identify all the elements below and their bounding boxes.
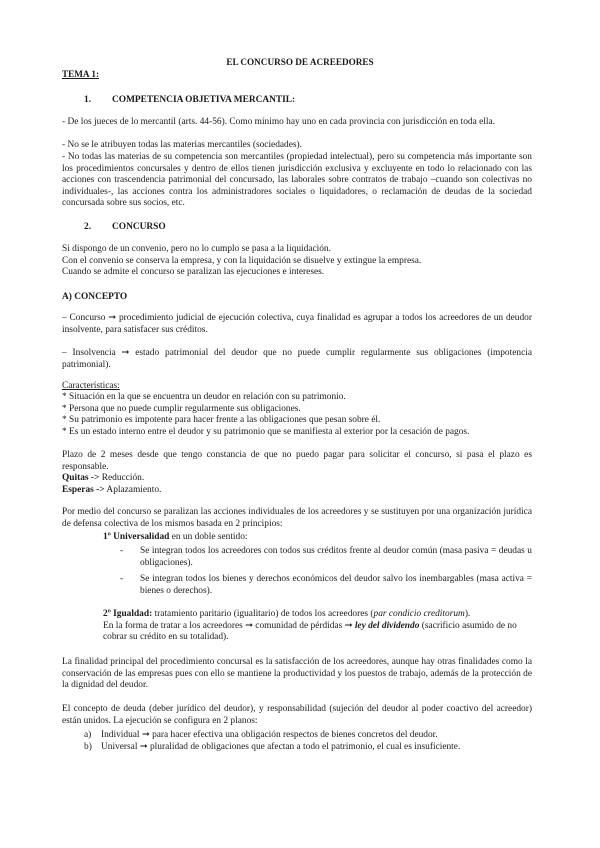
document-title: EL CONCURSO DE ACREEDORES — [226, 57, 374, 67]
esperas-text: Aplazamiento. — [104, 485, 162, 495]
universalidad-line — [103, 532, 532, 544]
insolvencia-definition: – Insolvencia ➞ estado patrimonial del deudor que no puede cumplir regularmente sus obligaciones (impotencia patrimonial). — [62, 348, 532, 370]
section-2-number: 2. — [84, 222, 92, 232]
medio-paragraph: Por medio del concurso se paralizan las acciones individuales de los acreedores y se sustituyen por una organización jurídica de defensa colectiva de los mismos basada en 2 principios: — [62, 507, 532, 529]
section-2-line-3: Cuando se admite el concurso se paralizan las ejecuciones e intereses. — [62, 267, 325, 277]
quitas-label: Quitas -> — [62, 473, 100, 483]
tema-label: TEMA 1: — [62, 69, 100, 79]
quitas-line — [62, 473, 532, 485]
section-1-number: 1. — [84, 95, 92, 105]
plano-text: Individual ➞ para hacer efectiva una obligación respectos de bienes concretos del deudor. — [101, 730, 438, 740]
section-2-title: CONCURSO — [112, 222, 166, 232]
section-2-line-1: Si dispongo de un convenio, pero no lo cumplo se pasa a la liquidación. — [62, 244, 331, 254]
section-2-line-2: Con el convenio se conserva la empresa, y con la liquidación se disuelve y extingue la empresa. — [62, 256, 422, 266]
quitas-text: Reducción. — [99, 473, 145, 483]
section-2-heading — [62, 222, 532, 234]
universalidad-item-text: Se integran todos los acreedores con todos sus créditos frente al deudor común (masa pasiva = deudas u obligaciones). — [140, 546, 532, 568]
section-1-heading — [62, 95, 532, 107]
caracteristica-item: * Situación en la que se encuentra un deudor en relación con su patrimonio. — [62, 392, 346, 402]
concurso-definition: – Concurso ➞ procedimiento judicial de ejecución colectiva, cuya finalidad es agrupar a todos los acreedores de un deudor insolvente, para satisfacer sus créditos. — [62, 313, 532, 335]
universalidad-item-text: Se integran todos los bienes y derechos económicos del deudor salvo los inembargables (masa activa = bienes o derechos). — [140, 574, 532, 596]
plazo-paragraph: Plazo de 2 meses desde que tengo constancia de que no puedo pagar para solicitar el concurso, si pasa el plazo es responsable. — [62, 450, 532, 472]
plano-marker: a) — [84, 730, 92, 740]
caracteristicas-heading: Características: — [62, 381, 120, 391]
plano-marker: b) — [84, 742, 92, 752]
finalidad-paragraph: La finalidad principal del procedimiento concursal es la satisfacción de los acreedores, aunque hay otras finalidades como la conservación de las empresas pues con ello se mantiene la productividad y los puestos de trabajo, además de la protección de la dignidad del deudor. — [62, 657, 532, 691]
plano-text: Universal ➞ pluralidad de obligaciones que afectan a todo el patrimonio, el cual es insuficiente. — [101, 742, 461, 752]
caracteristica-item: * Es un estado interno entre el deudor y su patrimonio que se manifiesta al exterior por la cesación de pagos. — [62, 427, 470, 437]
igualdad-label: 2º Igualdad: — [103, 609, 153, 619]
universalidad-text: en un doble sentido: — [169, 532, 248, 542]
caracteristica-item: * Persona que no puede cumplir regularmente sus obligaciones. — [62, 404, 301, 414]
concepto-heading: A) CONCEPTO — [62, 292, 128, 302]
deuda-paragraph: El concepto de deuda (deber jurídico del deudor), y responsabilidad (sujeción del deudor al poder coactivo del acreedor) están unidos. La ejecución se configura en 2 planos: — [62, 704, 532, 726]
document-page: EL CONCURSO DE ACREEDORES TEMA 1: 1. COMPETENCIA OBJETIVA MERCANTIL: - De los jueces de lo mercantil (arts. 44-56). Como mínimo hay uno en cada provincia con jurisdicción en toda ella. - No se le atribuyen todas las materias mercantiles (sociedades). - No todas las materias de su competencia son mercantiles (propiedad intelectual), pero su competencia más importante son los procedimientos concursales y dentro de ellos tienen jurisdicción exclusiva y excluyente en todo lo relacionado con las acciones con trascendencia patrimonial del concursado, las laborales sobre contratos de trabajo –cuando son colectivas no individuales-, las acciones contra los administradores sociales o liquidadores, o reclamación de deudas de la sociedad concursada sobre sus socios, etc. 2. CONCURSO Si dispongo de un convenio, pero no lo cumplo se pasa a la liquidación. Con el convenio se conserva la empresa, y con la liquidación se disuelve y extingue la empresa. Cuando se admite el concurso se paralizan las ejecuciones e intereses. A) CONCEPTO – Concurso ➞ procedimiento judicial de ejecución colectiva, cuya finalidad es agrupar a todos los acreedores de un deudor insolvente, para satisfacer sus créditos. – Insolvencia ➞ estado patrimonial del deudor que no puede cumplir regularmente sus obligaciones (impotencia patrimonial). Características: * Situación en la que se encuentra un deudor en relación con su patrimonio. * Persona que no puede cumplir regularmente sus obligaciones. * Su patrimonio es impotente para hacer frente a las obligaciones que pesan sobre él. * Es un estado interno entre el deudor y su patrimonio que se manifiesta al exterior por la cesación de pagos. Plazo de 2 meses desde que tengo constancia de que no puedo pagar para solicitar el concurso, si pasa el plazo es responsable. Quitas -> Reducción. Esperas -> Aplazamiento. Por medio del concurso se paralizan las acciones individuales de los acreedores y se sustituyen por una organización jurídica de defensa colectiva de los mismos basada en 2 principios: 1º Universalidad en un doble sentido: - Se integran todos los acreedores con todos sus créditos frente al deudor común (masa pasiva = deudas u obligaciones). - Se integran todos los bienes y derechos económicos del deudor salvo los inembargables (masa activa = bienes o derechos). 2º Igualdad: tratamiento paritario (igualitario) de todos los acreedores (par condicio creditorum). En la forma de tratar a los acreedores ➞ comunidad de pérdidas ➞ ley del dividendo (sacrificio asumido de no cobrar su crédito en su totalidad). La finalidad principal del procedimiento concursal es la satisfacción de los acreedores, aunque hay otras finalidades como la conservación de las empresas pues con ello se mantiene la productividad y los puestos de trabajo, además de la protección de la dignidad del deudor. El concepto de deuda (deber jurídico del deudor), y responsabilidad (sujeción del deudor al poder coactivo del acreedor) están unidos. La ejecución se configura en 2 planos: a) Individual ➞ para hacer efectiva una obligación respectos de bienes concretos del deudor. b) Universal ➞ pluralidad de obligaciones que afectan a todo el patrimonio, el cual es insuficiente. — [0, 0, 600, 848]
esperas-label: Esperas -> — [62, 485, 105, 495]
section-1-paragraph-2: - No se le atribuyen todas las materias mercantiles (sociedades). — [62, 140, 303, 150]
universalidad-label: 1º Universalidad — [103, 532, 170, 542]
igualdad-paragraph: 2º Igualdad: tratamiento paritario (igualitario) de todos los acreedores (par condicio creditorum). En la forma de tratar a los acreedores ➞ comunidad de pérdidas ➞ ley del dividendo (sacrificio asumido de no cobrar su crédito en su totalidad). — [103, 609, 517, 643]
caracteristica-item: * Su patrimonio es impotente para hacer frente a las obligaciones que pesan sobre él. — [62, 415, 381, 425]
esperas-line — [62, 485, 532, 497]
section-1-paragraph-1: - De los jueces de lo mercantil (arts. 44-56). Como mínimo hay uno en cada provincia con jurisdicción en toda ella. — [62, 117, 495, 127]
section-1-paragraph-3: - No todas las materias de su competencia son mercantiles (propiedad intelectual), pero su competencia más importante son los procedimientos concursales y dentro de ellos tienen jurisdicción exclusiva y excluyente en todo lo relacionado con las acciones con trascendencia patrimonial del concursado, las laborales sobre contratos de trabajo –cuando son colectivas no individuales-, las acciones contra los administradores sociales o liquidadores, o reclamación de deudas de la sociedad concursada sobre sus socios, etc. — [62, 152, 532, 209]
section-1-title: COMPETENCIA OBJETIVA MERCANTIL: — [112, 95, 296, 105]
